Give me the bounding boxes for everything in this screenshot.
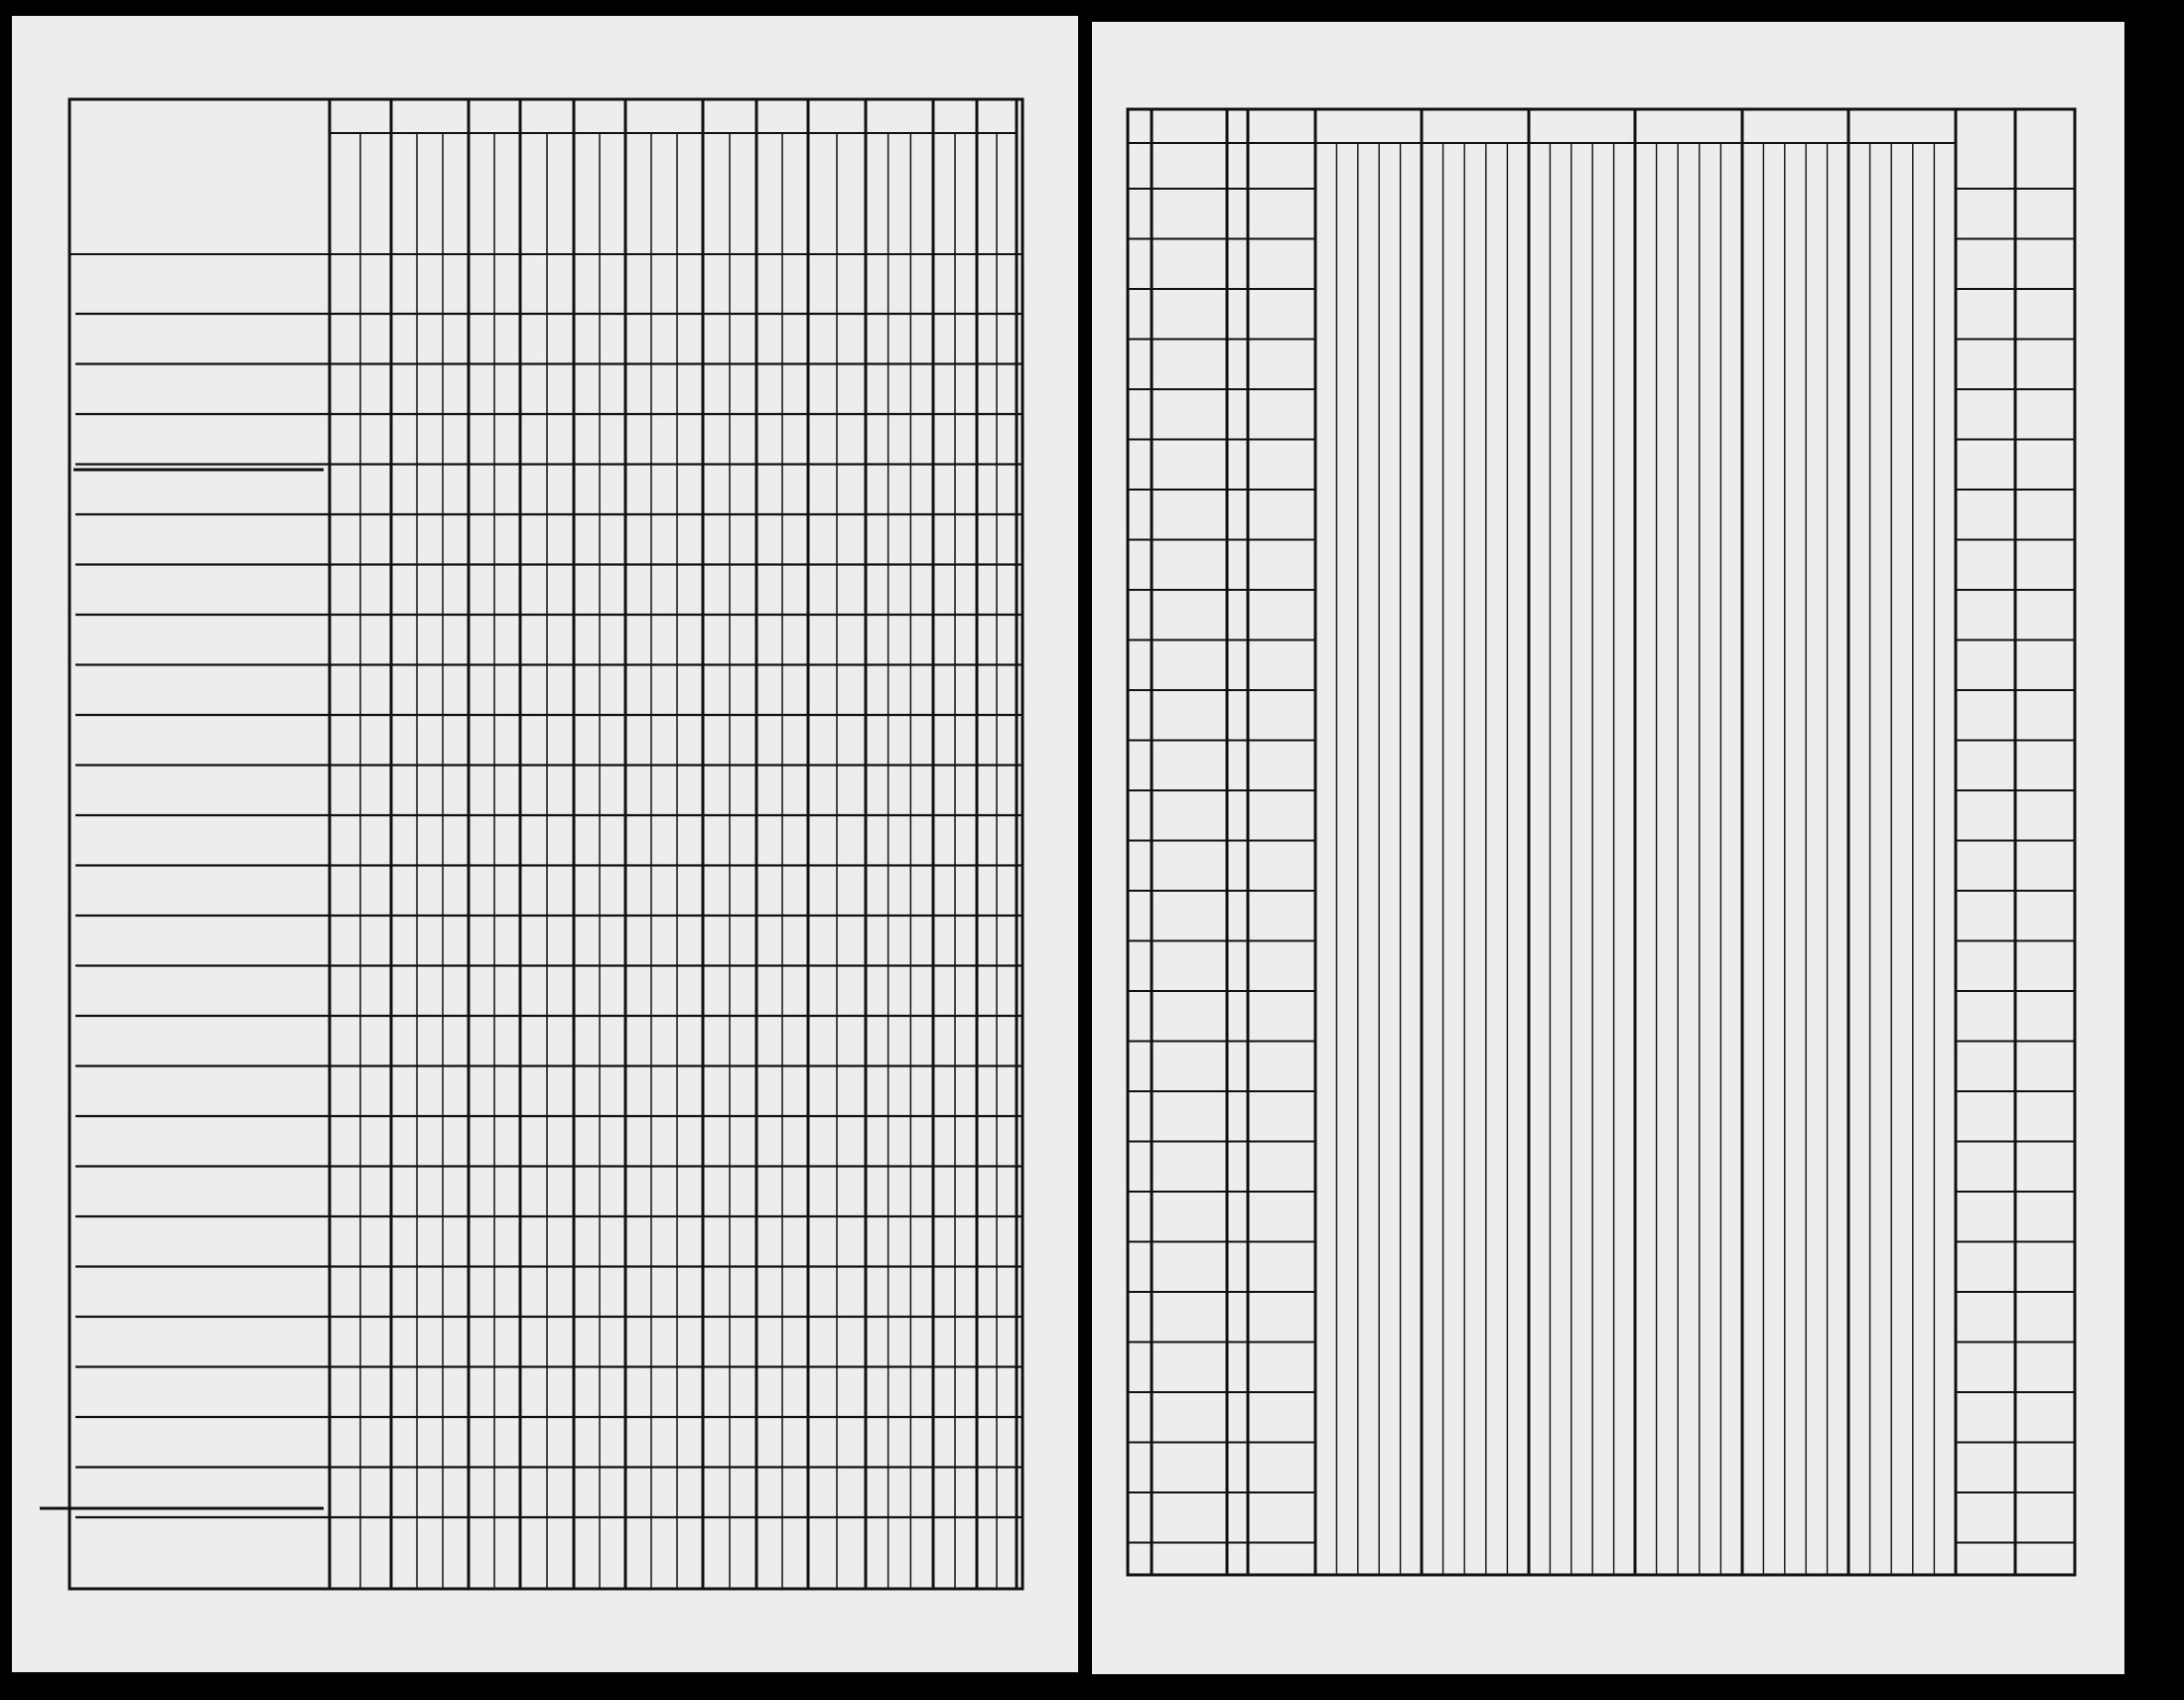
left-register-table <box>12 16 1078 1672</box>
left-grid-lines <box>69 99 1023 1589</box>
left-table-frame <box>69 99 1023 1589</box>
left-register-page <box>12 16 1078 1672</box>
right-table-frame <box>1128 109 2075 1575</box>
right-grid-lines <box>1128 109 2075 1575</box>
right-register-page <box>1092 22 2124 1674</box>
right-register-table <box>1092 22 2124 1674</box>
